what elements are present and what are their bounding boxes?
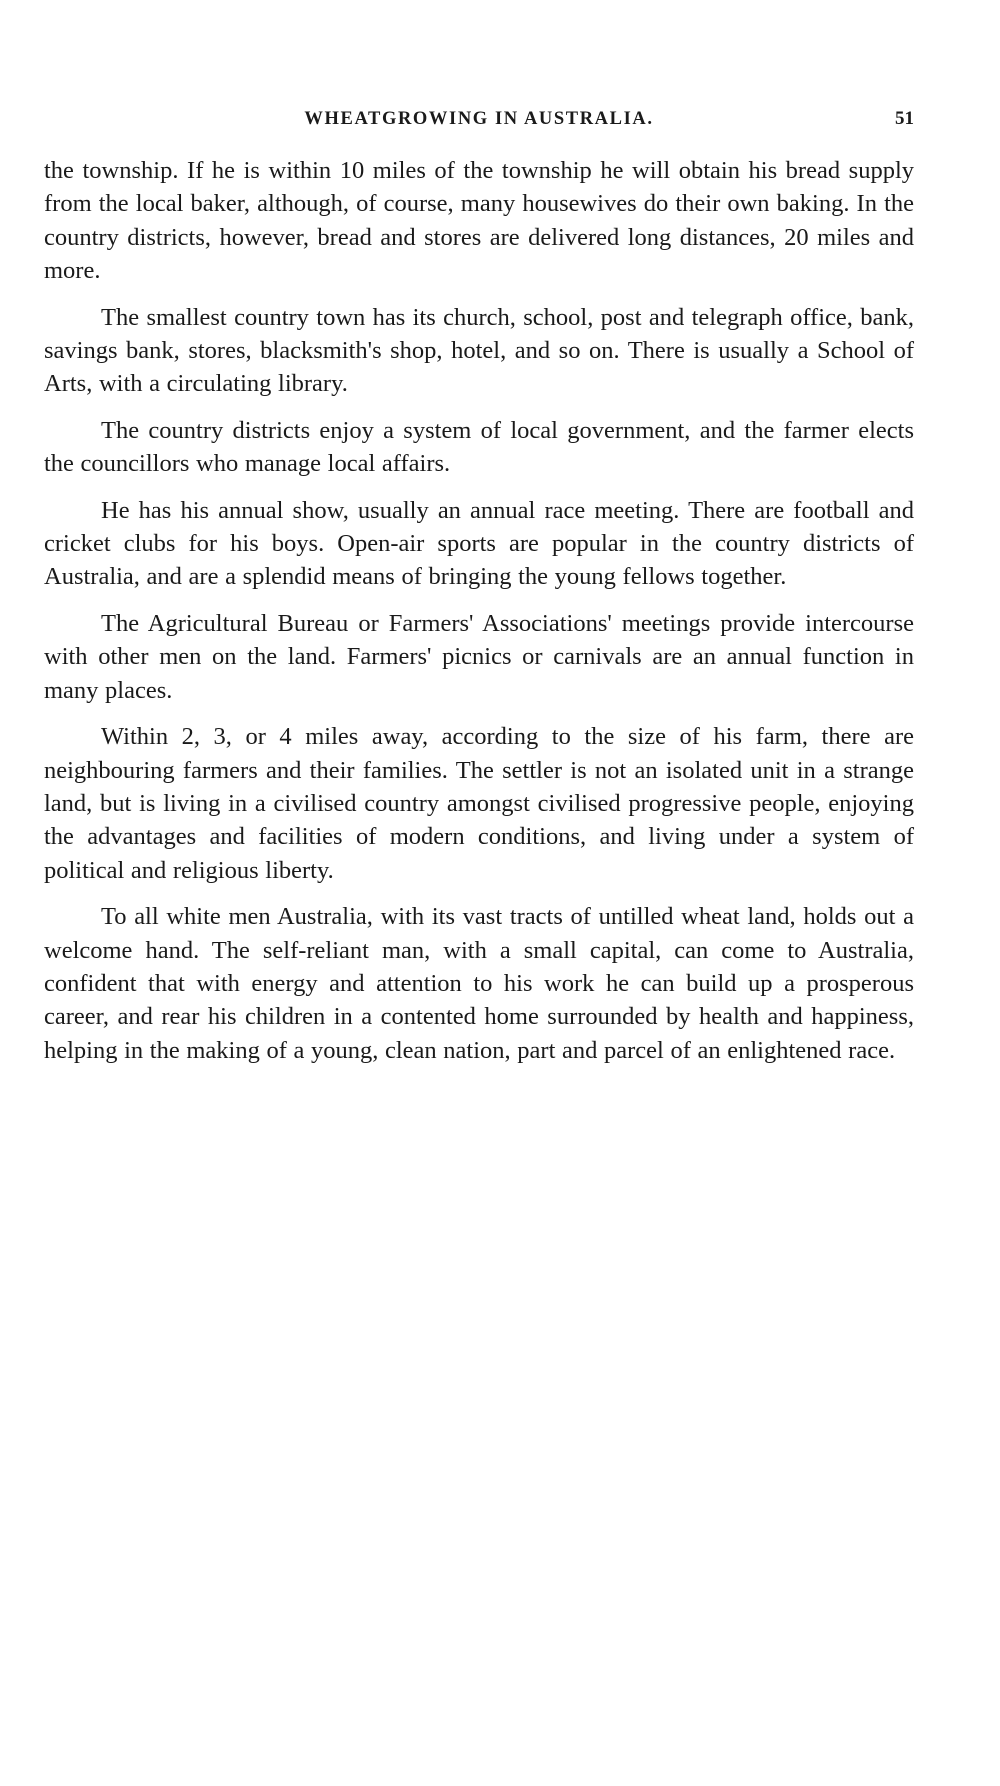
paragraph-local-government: The country districts enjoy a system of local government, and the farmer elects the councillors who manage local affairs. — [44, 416, 914, 478]
paragraph-sports: He has his annual show, usually an annual race meeting. There are football and cricket clubs for his boys. Open-air sports are popular in the country districts of Australia, and are a splendid means of bringing the young fellows together. — [44, 496, 914, 591]
body-text — [44, 154, 914, 1080]
running-header — [44, 104, 914, 134]
paragraph-neighbours: Within 2, 3, or 4 miles away, according to the size of his farm, there are neighbouring farmers and their families. The settler is not an isolated unit in a strange land, but is living in a civilised country amongst civilised progressive people, enjoying the advantages and facilities of modern conditions, and living under a system of political and religious liberty. — [44, 723, 914, 884]
running-title: WHEATGROWING IN AUSTRALIA. — [304, 109, 654, 129]
page-number: 51 — [895, 108, 914, 129]
paragraph-welcome: To all white men Australia, with its vast tracts of untilled wheat land, holds out a welcome hand. The self-reliant man, with a small capital, can come to Australia, confident that with energy and attention to his work he can build up a prosperous career, and rear his children in a contented home surrounded by health and happiness, helping in the making of a young, clean nation, part and parcel of an enlightened race. — [44, 903, 914, 1064]
paragraph-country-town: The smallest country town has its church, school, post and telegraph office, bank, savings bank, stores, blacksmith's shop, hotel, and so on. There is usually a School of Arts, with a circulating library. — [44, 303, 914, 398]
paragraph-agricultural-bureau: The Agricultural Bureau or Farmers' Associations' meetings provide intercourse with other men on the land. Farmers' picnics or carnivals are an annual function in many places. — [44, 609, 914, 704]
paragraph-township-bread: the township. If he is within 10 miles of the township he will obtain his bread supply from the local baker, although, of course, many housewives do their own baking. In the country districts, however, bread and stores are delivered long distances, 20 miles and more. — [44, 157, 914, 285]
